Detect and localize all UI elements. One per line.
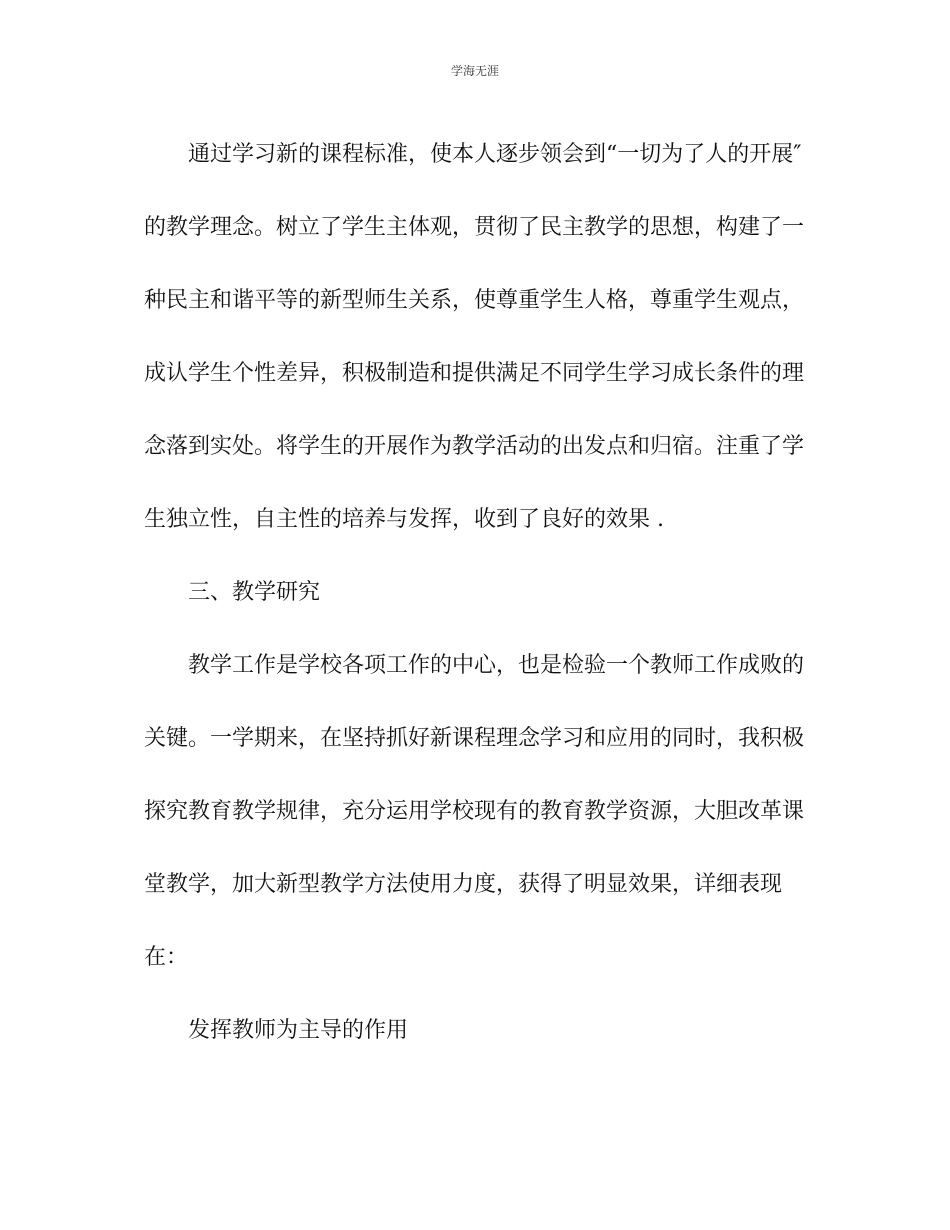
section-heading: 三、教学研究 (188, 580, 321, 605)
subheading: 发挥教师为主导的作用 (188, 1018, 409, 1043)
paragraph-line: 成认学生个性差异，积极制造和提供满足不同学生学习成长条件的理 (144, 361, 805, 386)
paragraph-line: 种民主和谐平等的新型师生关系，使尊重学生人格，尊重学生观点， (144, 288, 805, 313)
paragraph-line: 堂教学，加大新型教学方法使用力度，获得了明显效果，详细表现 (144, 872, 783, 897)
paragraph-line: 教学工作是学校各项工作的中心，也是检验一个教师工作成败的 (188, 653, 805, 678)
document-body (144, 127, 805, 1076)
page-header: 学海无涯 (450, 64, 499, 78)
paragraph-line: 探究教育教学规律，充分运用学校现有的教育教学资源，大胆改革课 (144, 799, 805, 824)
paragraph-line: 通过学习新的课程标准，使本人逐步领会到“一切为了人的开展″ (188, 142, 802, 167)
paragraph-line: 关键。一学期来，在坚持抓好新课程理念学习和应用的同时，我积极 (144, 726, 805, 751)
paragraph-line: 的教学理念。树立了学生主体观，贯彻了民主教学的思想，构建了一 (144, 215, 805, 240)
paragraph-line: 念落到实处。将学生的开展作为教学活动的出发点和归宿。注重了学 (144, 434, 805, 459)
paragraph-line: 在： (144, 945, 189, 970)
paragraph-line: 生独立性，自主性的培养与发挥，收到了良好的效果 . (144, 507, 664, 532)
